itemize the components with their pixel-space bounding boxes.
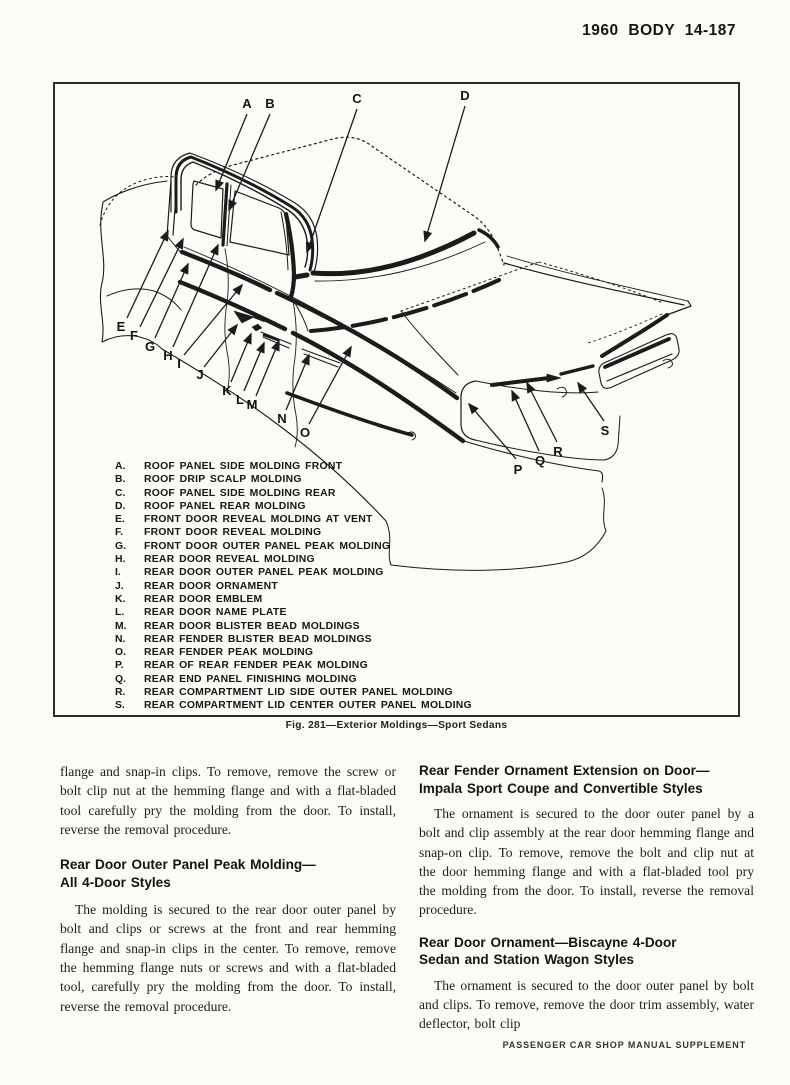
legend-item-key: S.: [115, 700, 125, 712]
callout-letter-a: A: [242, 96, 252, 111]
callout-letter-c: C: [352, 91, 362, 106]
callout-letter-k: K: [222, 383, 232, 398]
callout-letter-e: E: [116, 319, 126, 334]
arrow-j: [204, 325, 237, 367]
arrow-g: [155, 264, 188, 338]
right-column: [419, 762, 754, 1034]
legend-item-label: REAR OF REAR FENDER PEAK MOLDING: [144, 660, 368, 672]
legend-item-label: REAR DOOR ORNAMENT: [144, 580, 278, 592]
legend-item: [115, 593, 525, 606]
callout-letter-j: J: [196, 367, 204, 382]
legend-item-key: G.: [115, 540, 126, 552]
callout-letter-n: N: [277, 411, 287, 426]
legend-item-label: ROOF PANEL SIDE MOLDING REAR: [144, 487, 336, 499]
left-column: [60, 762, 396, 1016]
legend-item: [115, 699, 525, 712]
legend-item-label: FRONT DOOR OUTER PANEL PEAK MOLDING: [144, 540, 391, 552]
legend-item-label: REAR COMPARTMENT LID SIDE OUTER PANEL MOLDING: [144, 687, 453, 699]
fin-side-molding: [602, 315, 667, 356]
arrow-e: [127, 231, 168, 318]
legend-item-label: ROOF DRIP SCALP MOLDING: [144, 474, 302, 486]
legend-item-key: K.: [115, 593, 126, 605]
legend-item-label: FRONT DOOR REVEAL MOLDING: [144, 527, 322, 539]
legend-item-key: A.: [115, 461, 126, 472]
callout-letter-s: S: [600, 423, 610, 438]
legend-item-label: REAR COMPARTMENT LID CENTER OUTER PANEL MOLDING: [144, 700, 472, 712]
legend-item-label: REAR DOOR NAME PLATE: [144, 607, 287, 619]
legend-item: [115, 606, 525, 619]
paragraph-rear-door-peak: The molding is secured to the rear door outer panel by bolt and clips or screws at the front and rear hemming flange and snap-in clips in the center. To remove, remove the hemming flange nuts or screws and with a flat-bladed tool, carefully pry the molding from the door. To install, reverse the removal procedure.: [60, 902, 396, 1014]
legend-item-key: N.: [115, 633, 126, 645]
legend-item-key: O.: [115, 647, 126, 659]
legend-item: [115, 526, 525, 539]
arrow-d: [425, 106, 465, 241]
legend-item-key: M.: [115, 620, 127, 632]
legend-item-key: E.: [115, 514, 125, 526]
arrow-f: [140, 239, 183, 327]
rear-end-panel-molding: [492, 378, 549, 385]
paragraph-rear-door-ornament: The ornament is secured to the door outer panel by bolt and clips. To remove, remove the door trim assembly, water deflector, bolt clip: [419, 977, 754, 1032]
legend-item: [115, 500, 525, 513]
legend-item-key: C.: [115, 487, 126, 499]
legend-item-label: REAR DOOR OUTER PANEL PEAK MOLDING: [144, 567, 384, 579]
callout-letter-f: F: [130, 328, 138, 343]
legend-item-label: ROOF PANEL SIDE MOLDING FRONT: [144, 461, 343, 472]
legend-item-label: REAR DOOR REVEAL MOLDING: [144, 554, 315, 566]
legend-item: [115, 513, 525, 526]
legend-item-label: REAR END PANEL FINISHING MOLDING: [144, 673, 357, 685]
legend-item: [115, 673, 525, 686]
legend-item-label: REAR FENDER BLISTER BEAD MOLDINGS: [144, 633, 372, 645]
legend-item-label: ROOF PANEL REAR MOLDING: [144, 500, 306, 512]
door-peak-molding: [182, 252, 270, 290]
page-header: 1960 BODY 14-187: [582, 22, 736, 39]
legend-item-key: L.: [115, 607, 125, 619]
arrow-m: [256, 341, 279, 396]
legend-item-key: B.: [115, 474, 126, 486]
heading-rear-fender-ornament: Rear Fender Ornament Extension on Door— Impala Sport Coupe and Convertible Styles: [419, 763, 710, 796]
callout-letter-q: Q: [534, 453, 546, 468]
legend-item-label: REAR DOOR BLISTER BEAD MOLDINGS: [144, 620, 360, 632]
legend-item-label: REAR FENDER PEAK MOLDING: [144, 647, 314, 659]
callout-letter-g: G: [144, 339, 156, 354]
legend-item: [115, 686, 525, 699]
roof-outline: [196, 137, 504, 265]
legend-item: [115, 460, 525, 473]
callout-letter-h: H: [163, 348, 173, 363]
callout-letter-d: D: [460, 88, 470, 103]
front-door-window: [191, 181, 223, 238]
figure-caption: Fig. 281—Exterior Moldings—Sport Sedans: [285, 720, 508, 731]
legend-item: [115, 620, 525, 633]
legend-item-label: REAR DOOR EMBLEM: [144, 593, 263, 605]
door-emblem: [252, 324, 262, 331]
lid-center-molding: [561, 366, 593, 374]
b-pillar: [223, 184, 227, 245]
figure-box: [53, 82, 740, 717]
legend-item-key: H.: [115, 554, 126, 566]
legend-item: [115, 646, 525, 659]
legend-item: [115, 580, 525, 593]
legend-item-key: R.: [115, 687, 126, 699]
legend-item: [115, 633, 525, 646]
heading-rear-door-ornament: Rear Door Ornament—Biscayne 4-Door Sedan and Station Wagon Styles: [419, 934, 677, 968]
page-footer: PASSENGER CAR SHOP MANUAL SUPPLEMENT: [502, 1040, 746, 1050]
roof-rear-molding: [313, 233, 474, 274]
windshield-pillar: [167, 180, 171, 236]
legend-item: [115, 553, 525, 566]
legend-item: [115, 487, 525, 500]
legend-item: [115, 566, 525, 579]
moldings-legend: [115, 460, 525, 713]
legend-item-key: P.: [115, 660, 124, 672]
arrow-k: [231, 334, 251, 382]
legend-item-key: J.: [115, 580, 124, 592]
callout-letter-l: L: [236, 392, 244, 407]
paragraph-rear-fender-ornament: The ornament is secured to the door outer panel by a bolt and clip assembly at the rear door hemming flange and snap-on clip. To remove, remove the bolt and clip nut at the door hemming flange and with a flat-bladed tool pry the molding from the door. To install, reverse the removal procedure.: [419, 806, 754, 918]
legend-item-key: I.: [115, 567, 121, 579]
callout-letter-r: R: [553, 444, 563, 459]
legend-item-key: F.: [115, 527, 124, 539]
arrow-s: [578, 383, 604, 421]
legend-item: [115, 473, 525, 486]
paragraph-continuation: flange and snap-in clips. To remove, remove the screw or bolt clip nut at the hemming flange and with a flat-bladed tool carefully pry the molding from the door. To install, reverse the removal procedure.: [60, 764, 396, 837]
callout-letter-m: M: [246, 397, 258, 412]
callout-letter-i: I: [177, 356, 181, 371]
legend-item: [115, 540, 525, 553]
legend-item-label: FRONT DOOR REVEAL MOLDING AT VENT: [144, 514, 373, 526]
legend-item: [115, 659, 525, 672]
heading-rear-door-peak-molding: Rear Door Outer Panel Peak Molding— All 4-Door Styles: [60, 857, 316, 890]
callout-letter-p: P: [513, 462, 523, 477]
arrow-c: [307, 109, 357, 252]
legend-item-key: Q.: [115, 673, 126, 685]
callout-letter-o: O: [299, 425, 311, 440]
callout-letter-b: B: [265, 96, 275, 111]
legend-item-key: D.: [115, 500, 126, 512]
arrow-p: [469, 404, 516, 459]
